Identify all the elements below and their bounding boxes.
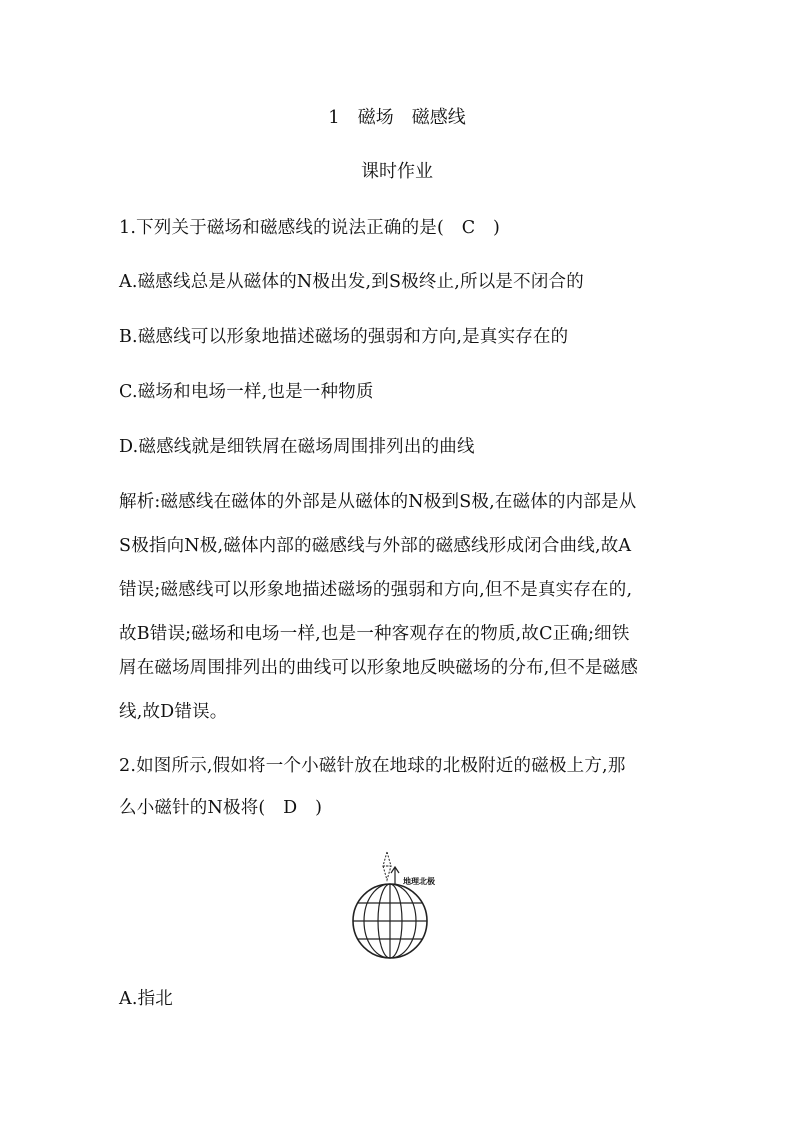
question-1-option-d: D.磁感线就是细铁屑在磁场周围排列出的曲线	[119, 437, 475, 457]
question-1-analysis-line: 错误;磁感线可以形象地描述磁场的强弱和方向,但不是真实存在的,	[119, 580, 633, 600]
question-1-option-a: A.磁感线总是从磁体的N极出发,到S极终止,所以是不闭合的	[119, 272, 584, 292]
question-1-option-b: B.磁感线可以形象地描述磁场的强弱和方向,是真实存在的	[119, 327, 569, 347]
question-1-stem: 1.下列关于磁场和磁感线的说法正确的是( C )	[119, 218, 501, 238]
question-2-option-a: A.指北	[119, 989, 174, 1009]
question-1-analysis-line: 屑在磁场周围排列出的曲线可以形象地反映磁场的分布,但不是磁感	[119, 658, 639, 678]
question-1-analysis-line: 线,故D错误。	[119, 702, 228, 722]
globe-figure	[345, 848, 455, 963]
question-1-analysis-line: S极指向N极,磁体内部的磁感线与外部的磁感线形成闭合曲线,故A	[119, 536, 632, 556]
question-1-analysis-line: 解析:磁感线在磁体的外部是从磁体的N极到S极,在磁体的内部是从	[119, 492, 637, 512]
question-1-analysis-line: 故B错误;磁场和电场一样,也是一种客观存在的物质,故C正确;细铁	[119, 624, 630, 644]
section-subtitle: 课时作业	[361, 161, 433, 182]
globe-with-compass-needle-icon	[345, 848, 455, 963]
question-2-stem-line: 么小磁针的N极将( D )	[119, 798, 323, 818]
question-2-stem-line: 2.如图所示,假如将一个小磁针放在地球的北极附近的磁极上方,那	[119, 756, 626, 776]
figure-label-geographic-north: 地理北极	[403, 877, 435, 886]
section-title: 1 磁场 磁感线	[328, 107, 466, 128]
question-1-option-c: C.磁场和电场一样,也是一种物质	[119, 382, 374, 402]
